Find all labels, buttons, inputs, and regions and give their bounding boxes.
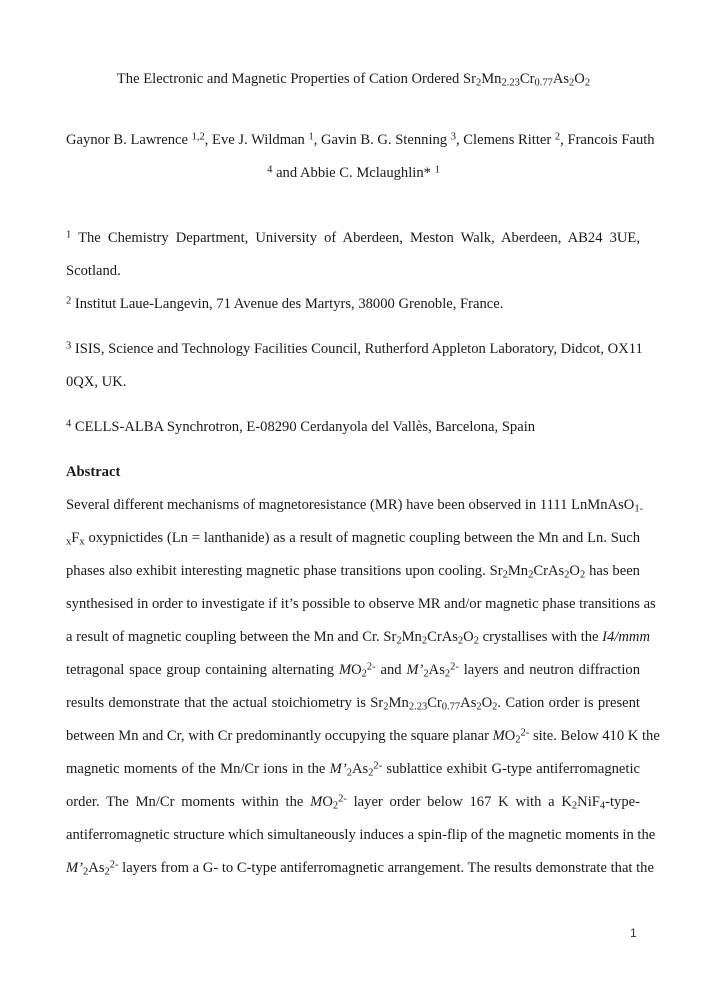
text-run: layers and neutron diffraction xyxy=(458,662,640,678)
text-run: CrAs xyxy=(533,563,565,579)
text-run: synthesised in order to investigate if it’s possible to observe MR and/or magnetic phase transitions as xyxy=(66,596,656,612)
text-run: Mn xyxy=(507,563,529,579)
italic-text: M’ xyxy=(406,662,424,678)
text-run: O xyxy=(463,629,474,645)
subscript: 2 xyxy=(332,800,339,812)
text-run: O xyxy=(569,563,580,579)
text-run: layer order below 167 K with a K xyxy=(346,794,572,810)
italic-text: I4/mmm xyxy=(602,629,651,645)
text-run: ISIS, Science and Technology Facilities Council, Rutherford Appleton Laboratory, Didcot, OX11 xyxy=(71,341,643,357)
subscript: 2 xyxy=(104,866,110,878)
italic-text: M’ xyxy=(66,860,84,876)
author-list-line-2 xyxy=(0,164,707,182)
subscript: x xyxy=(79,536,85,548)
abstract-line xyxy=(66,694,640,712)
affiliation-line xyxy=(66,373,640,391)
superscript: 2 xyxy=(66,295,72,307)
subscript: 2 xyxy=(383,701,389,713)
text-run: 0QX, UK. xyxy=(66,374,127,390)
affiliation-line xyxy=(66,295,640,313)
abstract-line xyxy=(66,496,644,515)
text-run: As xyxy=(428,662,445,678)
subscript: 2 xyxy=(569,77,575,89)
text-run: CrAs xyxy=(427,629,458,645)
text-run: O xyxy=(322,794,333,810)
superscript: 4 xyxy=(66,418,72,430)
text-run: order. The Mn/Cr moments within the xyxy=(66,794,311,810)
italic-text: M’ xyxy=(329,761,347,777)
text-run: Mn xyxy=(388,695,409,711)
superscript: 2- xyxy=(520,727,530,739)
text-run: Cr xyxy=(427,695,442,711)
affiliation-line xyxy=(66,229,640,247)
abstract-line xyxy=(66,859,654,878)
text-run: , Eve J. Wildman xyxy=(204,132,309,148)
text-run: O xyxy=(574,71,585,87)
text-run: phases also exhibit interesting magnetic phase transitions upon cooling. Sr xyxy=(66,563,503,579)
text-run: , Francois Fauth xyxy=(560,132,655,148)
text-run: a result of magnetic coupling between the Mn and Cr. Sr xyxy=(66,629,397,645)
abstract-line xyxy=(66,529,640,547)
page-number: 1 xyxy=(630,926,637,940)
subscript: 2 xyxy=(457,635,464,647)
text-run: Cr xyxy=(519,71,535,87)
text-run: and Abbie C. Mclaughlin* xyxy=(272,165,435,181)
text-run: oxypnictides (Ln = lanthanide) as a result of magnetic coupling between the Mn and Ln. Such xyxy=(84,530,640,546)
text-run: site. Below 410 K the xyxy=(529,728,660,744)
superscript: 4 xyxy=(267,164,273,176)
text-run: O xyxy=(481,695,493,711)
text-run: antiferromagnetic structure which simultaneously induces a spin-flip of the magnetic moments in the xyxy=(66,827,656,843)
superscript: 1 xyxy=(308,131,314,143)
subscript: 2 xyxy=(515,734,521,746)
subscript: 2 xyxy=(584,77,591,89)
text-run: NiF xyxy=(577,794,600,810)
text-run: CELLS-ALBA Synchrotron, E-08290 Cerdanyola del Vallès, Barcelona, Spain xyxy=(71,419,536,435)
text-run: results demonstrate that the actual stoichiometry is Sr xyxy=(66,695,384,711)
subscript: x xyxy=(66,536,72,548)
subscript: 2 xyxy=(396,635,402,647)
text-run: As xyxy=(460,695,477,711)
superscript: 1,2 xyxy=(191,131,205,143)
text-run: Scotland. xyxy=(66,263,121,279)
text-run: F xyxy=(71,530,80,546)
subscript: 0.77 xyxy=(441,701,461,713)
subscript: 1- xyxy=(634,503,644,515)
abstract-line xyxy=(66,760,640,778)
text-run: As xyxy=(88,860,105,876)
text-run: crystallises with the xyxy=(478,629,603,645)
subscript: 2 xyxy=(346,767,352,779)
subscript: 2 xyxy=(579,569,586,581)
text-run: , Gavin B. G. Stenning xyxy=(313,132,451,148)
superscript: 2- xyxy=(366,661,376,673)
superscript: 2- xyxy=(338,793,347,805)
text-run: sublattice exhibit G-type antiferromagnetic xyxy=(382,761,640,777)
subscript: 2 xyxy=(492,701,498,713)
text-run: and xyxy=(375,662,407,678)
subscript: 2 xyxy=(423,668,429,680)
text-run: layers from a G- to C-type antiferromagnetic arrangement. The results demonstrate that the xyxy=(118,860,654,876)
abstract-line xyxy=(66,562,640,580)
subscript: 2 xyxy=(571,800,578,812)
superscript: 2 xyxy=(554,131,561,143)
italic-text: M xyxy=(492,728,505,744)
abstract-heading: Abstract xyxy=(66,464,121,480)
text-run: , Clemens Ritter xyxy=(456,132,555,148)
subscript: 2 xyxy=(361,668,367,680)
abstract-line xyxy=(66,661,640,679)
subscript: 2 xyxy=(502,569,508,581)
text-run: Gaynor B. Lawrence xyxy=(66,132,192,148)
text-run: The Electronic and Magnetic Properties of Cation Ordered Sr xyxy=(116,71,476,87)
subscript: 2 xyxy=(564,569,570,581)
text-run: O xyxy=(351,662,362,678)
subscript: 2.23 xyxy=(408,701,428,713)
text-run: As xyxy=(552,71,570,87)
text-run: As xyxy=(351,761,369,777)
text-run: O xyxy=(504,728,516,744)
subscript: 2 xyxy=(368,767,374,779)
subscript: 2 xyxy=(476,701,482,713)
italic-text: M xyxy=(338,662,352,678)
paper-title xyxy=(0,70,707,88)
italic-text: M xyxy=(310,794,323,810)
superscript: 1 xyxy=(434,164,440,176)
text-run: Several different mechanisms of magnetoresistance (MR) have been observed in 1111 LnMnAsO xyxy=(66,497,635,513)
abstract-line xyxy=(66,826,656,844)
superscript: 3 xyxy=(66,340,72,352)
text-run: The Chemistry Department, University of Aberdeen, Meston Walk, Aberdeen, AB24 3UE, xyxy=(71,230,640,246)
text-run: Mn xyxy=(481,71,502,87)
subscript: 2 xyxy=(528,569,534,581)
affiliation-line xyxy=(66,262,640,280)
subscript: 2 xyxy=(421,635,428,647)
subscript: 4 xyxy=(599,800,606,812)
text-run: Mn xyxy=(401,629,422,645)
superscript: 2- xyxy=(109,859,119,871)
subscript: 2 xyxy=(83,866,89,878)
text-run: . Cation order is present xyxy=(497,695,640,711)
abstract-line xyxy=(66,793,640,811)
superscript: 2- xyxy=(450,661,459,673)
abstract-line xyxy=(66,628,651,647)
abstract-line xyxy=(66,595,656,613)
subscript: 2 xyxy=(475,77,482,89)
author-list-line-1 xyxy=(66,131,655,149)
text-run: magnetic moments of the Mn/Cr ions in the xyxy=(66,761,330,777)
affiliation-line xyxy=(66,340,643,358)
text-run: between Mn and Cr, with Cr predominantly occupying the square planar xyxy=(66,728,493,744)
superscript: 3 xyxy=(450,131,456,143)
text-run: tetragonal space group containing alternating xyxy=(66,662,339,678)
abstract-line xyxy=(66,727,660,746)
subscript: 2 xyxy=(473,635,479,647)
subscript: 2 xyxy=(444,668,451,680)
affiliation-line xyxy=(66,418,640,436)
text-run: Institut Laue-Langevin, 71 Avenue des Martyrs, 38000 Grenoble, France. xyxy=(71,296,504,312)
subscript: 2.23 xyxy=(501,77,520,89)
text-run: has been xyxy=(585,563,640,579)
superscript: 2- xyxy=(373,760,383,772)
subscript: 0.77 xyxy=(534,77,553,89)
superscript: 1 xyxy=(66,229,72,241)
text-run: -type- xyxy=(605,794,640,810)
